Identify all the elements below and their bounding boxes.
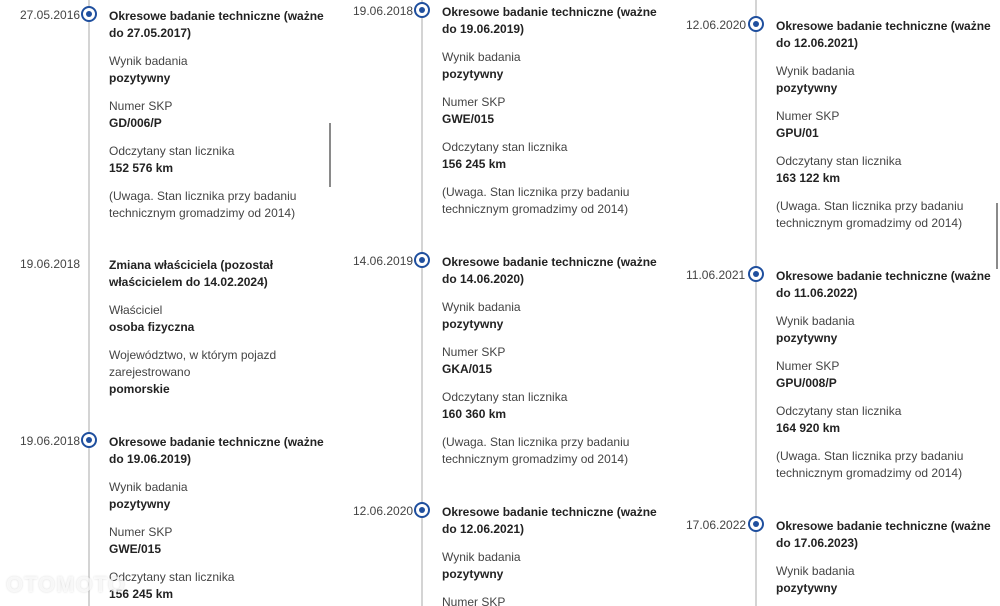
field-value: GPU/01: [776, 126, 819, 140]
field-value: 152 576 km: [109, 161, 174, 175]
timeline-dot-icon: [81, 6, 97, 22]
field-label: Numer SKP: [776, 109, 840, 123]
event-title: Okresowe badanie techniczne (ważne do 17.06.2023): [776, 519, 991, 550]
field-value: GD/006/P: [109, 116, 162, 130]
field-value: pomorskie: [109, 382, 170, 396]
scrollbar[interactable]: [329, 123, 331, 187]
field-value: GWE/015: [109, 542, 162, 556]
field-label: Województwo, w którym pojazd zarejestrowano: [109, 348, 277, 379]
field-label: Numer SKP: [776, 359, 840, 373]
timeline-dot-icon: [748, 16, 764, 32]
scrollbar[interactable]: [996, 203, 998, 269]
timeline-dot-icon: [748, 516, 764, 532]
event-date: 19.06.2018: [20, 434, 81, 448]
odometer-note: (Uwaga. Stan licznika przy badaniu technicznym gromadzimy od 2014): [442, 435, 630, 466]
field-value: 156 245 km: [442, 157, 507, 171]
field-value: pozytywny: [109, 71, 171, 85]
field-label: Numer SKP: [442, 595, 506, 606]
field-label: Wynik badania: [776, 564, 855, 578]
field-label: Numer SKP: [442, 95, 506, 109]
event-title: Okresowe badanie techniczne (ważne do 19.06.2019): [109, 435, 324, 466]
timeline-line: [88, 0, 90, 606]
field-value: pozytywny: [442, 67, 504, 81]
field-value: pozytywny: [776, 331, 838, 345]
field-value: 163 122 km: [776, 171, 841, 185]
field-label: Wynik badania: [109, 480, 188, 494]
field-value: 164 920 km: [776, 421, 841, 435]
field-value: GWE/015: [442, 112, 495, 126]
field-label: Numer SKP: [109, 525, 173, 539]
timeline-column-2: [333, 0, 666, 606]
field-label: Wynik badania: [776, 314, 855, 328]
field-value: pozytywny: [776, 81, 838, 95]
odometer-note: (Uwaga. Stan licznika przy badaniu technicznym gromadzimy od 2014): [442, 185, 630, 216]
odometer-note: (Uwaga. Stan licznika przy badaniu technicznym gromadzimy od 2014): [109, 189, 297, 220]
field-label: Wynik badania: [442, 50, 521, 64]
odometer-note: (Uwaga. Stan licznika przy badaniu technicznym gromadzimy od 2014): [776, 199, 964, 230]
field-label: Odczytany stan licznika: [442, 140, 568, 154]
field-value: pozytywny: [442, 567, 504, 581]
timeline-dot-icon: [414, 2, 430, 18]
odometer-note: (Uwaga. Stan licznika przy badaniu technicznym gromadzimy od 2014): [776, 449, 964, 480]
field-label: Właściciel: [109, 303, 163, 317]
field-value: GPU/008/P: [776, 376, 837, 390]
event-date: 27.05.2016: [20, 8, 81, 22]
event-date: 11.06.2021: [686, 268, 746, 282]
timeline-dot-icon: [81, 432, 97, 448]
field-label: Wynik badania: [109, 54, 188, 68]
field-label: Numer SKP: [442, 345, 506, 359]
field-label: Odczytany stan licznika: [776, 404, 902, 418]
event-title: Zmiana właściciela (pozostał właścicielem do 14.02.2024): [109, 258, 274, 289]
field-label: Odczytany stan licznika: [109, 144, 235, 158]
field-value: 156 245 km: [109, 587, 174, 601]
event-date: 14.06.2019: [353, 254, 414, 268]
field-label: Wynik badania: [442, 300, 521, 314]
event-date: 12.06.2020: [686, 18, 747, 32]
event-date: 19.06.2018: [20, 257, 81, 271]
field-label: Numer SKP: [109, 99, 173, 113]
field-label: Odczytany stan licznika: [109, 570, 235, 584]
event-date: 12.06.2020: [353, 504, 414, 518]
field-value: pozytywny: [109, 497, 171, 511]
field-label: Odczytany stan licznika: [776, 154, 902, 168]
watermark-logo: OTOMOTO: [6, 572, 126, 597]
timeline-column-3: [666, 0, 1000, 606]
event-title: Okresowe badanie techniczne (ważne do 14.06.2020): [442, 255, 657, 286]
event-title: Okresowe badanie techniczne (ważne do 12.06.2021): [776, 19, 991, 50]
event-title: Okresowe badanie techniczne (ważne do 12.06.2021): [442, 505, 657, 536]
field-value: 160 360 km: [442, 407, 507, 421]
event-title: Okresowe badanie techniczne (ważne do 11.06.2022): [776, 269, 991, 300]
field-label: Odczytany stan licznika: [442, 390, 568, 404]
field-value: GKA/015: [442, 362, 493, 376]
field-value: osoba fizyczna: [109, 320, 195, 334]
event-title: Okresowe badanie techniczne (ważne do 19.06.2019): [442, 5, 657, 36]
timeline-dot-icon: [414, 252, 430, 268]
field-value: pozytywny: [442, 317, 504, 331]
event-date: 19.06.2018: [353, 4, 414, 18]
field-label: Wynik badania: [442, 550, 521, 564]
field-value: pozytywny: [776, 581, 838, 595]
timeline-dot-icon: [414, 502, 430, 518]
timeline-column-1: [0, 0, 333, 606]
event-title: Okresowe badanie techniczne (ważne do 27.05.2017): [109, 9, 324, 40]
field-label: Wynik badania: [776, 64, 855, 78]
event-date: 17.06.2022: [686, 518, 747, 532]
timeline-dot-icon: [748, 266, 764, 282]
